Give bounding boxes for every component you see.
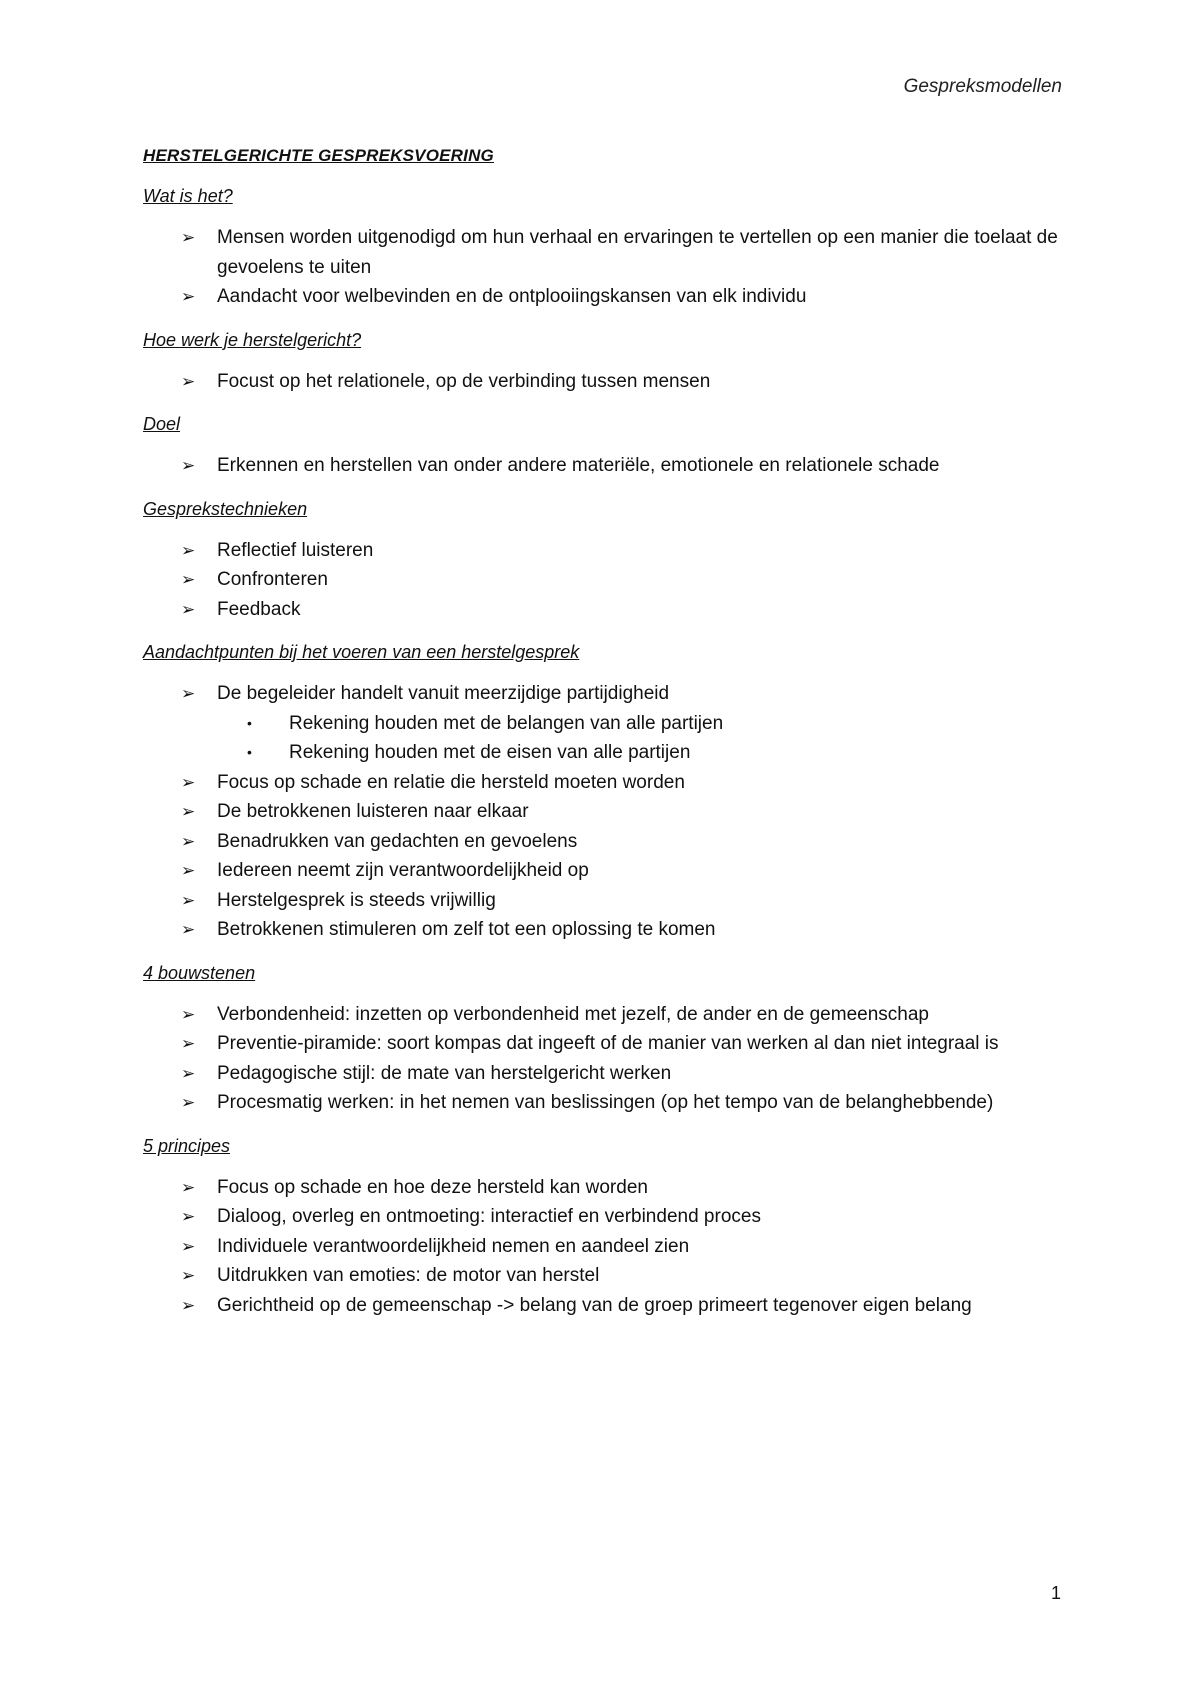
- section-heading-doel: Doel: [143, 414, 181, 434]
- section-heading-4-bouwstenen: 4 bouwstenen: [143, 962, 256, 983]
- section-list: [143, 1000, 1093, 1118]
- sub-list: [143, 709, 1093, 768]
- section-heading-aandachtpunten: Aandachtpunten bij het voeren van een herstelgesprek: [143, 642, 580, 662]
- arrow-bullet-icon: ➢: [181, 802, 196, 821]
- arrow-bullet-icon: ➢: [181, 1177, 196, 1197]
- dot-bullet-icon: •: [247, 744, 252, 760]
- section-heading-wat-is-het: Wat is het?: [143, 186, 233, 206]
- list-item: ➢ Feedback: [143, 595, 1093, 625]
- list-item: ➢ Herstelgesprek is steeds vrijwillig: [143, 886, 1093, 916]
- arrow-bullet-icon: ➢: [181, 1063, 196, 1083]
- arrow-bullet-icon: ➢: [181, 456, 196, 475]
- section-list: [143, 223, 1093, 312]
- list-item: ➢ Focus op schade en relatie die hersteld moeten worden: [143, 768, 1093, 798]
- sub-list-item: • Rekening houden met de eisen van alle partijen: [143, 738, 1093, 768]
- section-list: [143, 367, 1093, 397]
- arrow-bullet-icon: ➢: [181, 772, 196, 792]
- list-item: ➢ Procesmatig werken: in het nemen van beslissingen (op het tempo van de belanghebbende): [143, 1088, 1093, 1118]
- arrow-bullet-icon: ➢: [181, 540, 196, 560]
- arrow-bullet-icon: ➢: [181, 1295, 196, 1315]
- arrow-bullet-icon: ➢: [181, 287, 196, 306]
- list-item: ➢ Betrokkenen stimuleren om zelf tot een oplossing te komen: [143, 915, 1093, 945]
- arrow-bullet-icon: ➢: [181, 1236, 196, 1256]
- document-title: HERSTELGERICHTE GESPREKSVOERING: [143, 146, 494, 165]
- list-item: ➢ Gerichtheid op de gemeenschap -> belang van de groep primeert tegenover eigen belang: [143, 1291, 1093, 1321]
- page-number: 1: [1050, 1583, 1061, 1603]
- sub-list-item: • Rekening houden met de belangen van alle partijen: [143, 709, 1093, 739]
- document-body: [143, 146, 1093, 1338]
- list-item: ➢ Mensen worden uitgenodigd om hun verhaal en ervaringen te vertellen op een manier die toelaat de gevoelens te uiten: [143, 223, 1093, 282]
- sub-list-container: [143, 709, 1093, 768]
- arrow-bullet-icon: ➢: [181, 831, 196, 851]
- arrow-bullet-icon: ➢: [181, 684, 196, 703]
- arrow-bullet-icon: ➢: [181, 371, 196, 391]
- list-item: ➢ Benadrukken van gedachten en gevoelens: [143, 827, 1093, 857]
- section-list: [143, 1173, 1093, 1321]
- list-item: ➢ De begeleider handelt vanuit meerzijdige partijdigheid: [143, 679, 1093, 709]
- section-list: [143, 451, 1093, 481]
- list-item: ➢ Preventie-piramide: soort kompas dat ingeeft of de manier van werken al dan niet integraal is: [143, 1029, 1093, 1059]
- page-header-title: Gespreksmodellen: [903, 76, 1062, 97]
- section-heading-gesprekstechnieken: Gesprekstechnieken: [143, 498, 308, 519]
- arrow-bullet-icon: ➢: [181, 920, 196, 939]
- dot-bullet-icon: •: [247, 714, 252, 731]
- list-item: ➢ Verbondenheid: inzetten op verbondenheid met jezelf, de ander en de gemeenschap: [143, 1000, 1093, 1030]
- arrow-bullet-icon: ➢: [181, 861, 196, 880]
- section-heading-hoe-werk-je: Hoe werk je herstelgericht?: [143, 329, 362, 350]
- section-heading-5-principes: 5 principes: [143, 1135, 231, 1156]
- list-item: ➢ Focus op schade en hoe deze hersteld kan worden: [143, 1173, 1093, 1203]
- arrow-bullet-icon: ➢: [181, 599, 196, 619]
- arrow-bullet-icon: ➢: [181, 1034, 196, 1053]
- list-item: ➢ Focust op het relationele, op de verbinding tussen mensen: [143, 367, 1093, 397]
- list-item: ➢ De betrokkenen luisteren naar elkaar: [143, 797, 1093, 827]
- list-item: ➢ Reflectief luisteren: [143, 536, 1093, 566]
- list-item: ➢ Confronteren: [143, 565, 1093, 595]
- arrow-bullet-icon: ➢: [181, 1266, 196, 1285]
- section-list: [143, 679, 1093, 945]
- arrow-bullet-icon: ➢: [181, 1093, 196, 1112]
- arrow-bullet-icon: ➢: [181, 1004, 196, 1024]
- list-item: ➢ Pedagogische stijl: de mate van herstelgericht werken: [143, 1059, 1093, 1089]
- list-item: ➢ Aandacht voor welbevinden en de ontplooiingskansen van elk individu: [143, 282, 1093, 312]
- list-item: ➢ Dialoog, overleg en ontmoeting: interactief en verbindend proces: [143, 1202, 1093, 1232]
- list-item: ➢ Individuele verantwoordelijkheid nemen en aandeel zien: [143, 1232, 1093, 1262]
- arrow-bullet-icon: ➢: [181, 228, 196, 247]
- list-item: ➢ Erkennen en herstellen van onder andere materiële, emotionele en relationele schade: [143, 451, 1093, 481]
- list-item: ➢ Iedereen neemt zijn verantwoordelijkheid op: [143, 856, 1093, 886]
- section-list: [143, 536, 1093, 625]
- arrow-bullet-icon: ➢: [181, 1207, 196, 1226]
- list-item: ➢ Uitdrukken van emoties: de motor van herstel: [143, 1261, 1093, 1291]
- arrow-bullet-icon: ➢: [181, 890, 196, 910]
- arrow-bullet-icon: ➢: [181, 570, 196, 589]
